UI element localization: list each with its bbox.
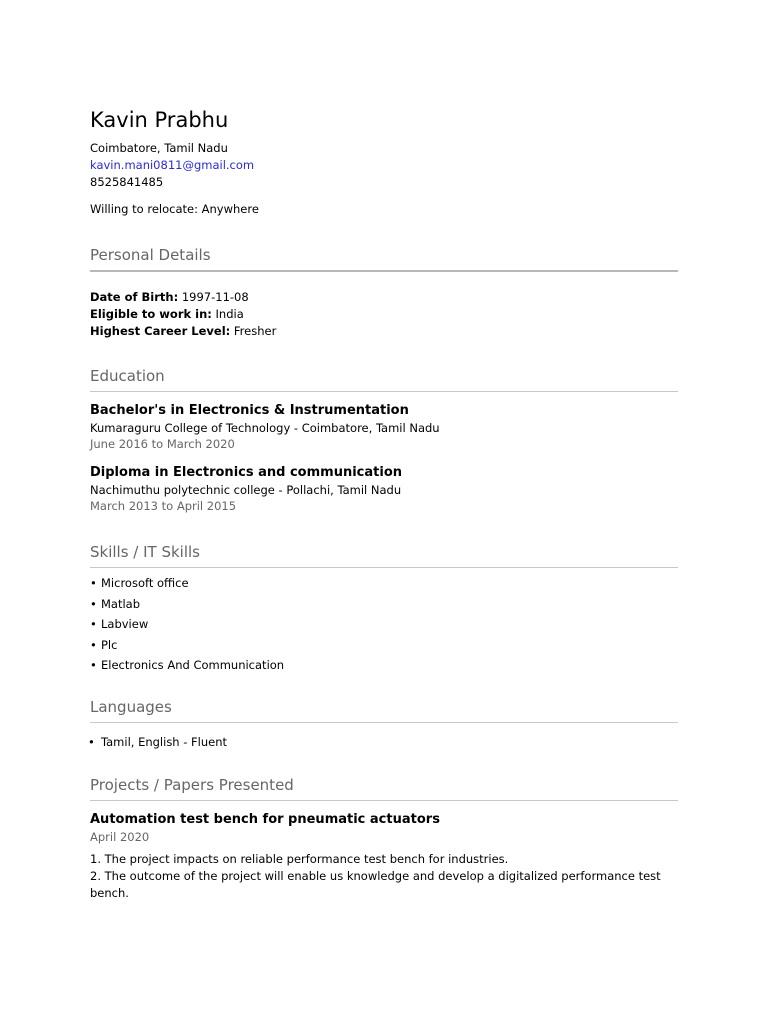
skill-label: Matlab xyxy=(101,596,141,611)
language-label: Tamil, English - Fluent xyxy=(101,734,228,749)
projects-section xyxy=(90,775,678,902)
bullet-icon: • xyxy=(90,576,97,590)
degree-title: Diploma in Electronics and communication xyxy=(90,465,403,480)
section-title-education: Education xyxy=(90,367,165,385)
project-description-line: 2. The outcome of the project will enable us knowledge and develop a digitalized performance test bench. xyxy=(90,869,661,900)
detail-value: 1997-11-08 xyxy=(181,290,249,304)
list-item xyxy=(90,635,678,656)
bullet-icon: • xyxy=(90,617,97,631)
resume-content xyxy=(90,106,678,902)
project-item xyxy=(90,811,678,902)
education-item xyxy=(90,402,678,453)
project-title: Automation test bench for pneumatic actuators xyxy=(90,812,440,827)
personal-section xyxy=(90,245,678,340)
skills-section xyxy=(90,542,678,676)
detail-label: Eligible to work in: xyxy=(90,307,212,321)
school-name: Nachimuthu polytechnic college - Pollachi, Tamil Nadu xyxy=(90,483,402,497)
detail-eligible xyxy=(90,306,678,323)
education-item xyxy=(90,464,678,515)
list-item xyxy=(90,614,678,635)
bullet-icon: • xyxy=(90,596,97,611)
section-divider xyxy=(90,270,678,272)
detail-career-level xyxy=(90,323,678,340)
detail-label: Date of Birth: xyxy=(90,290,179,304)
phone: 8525841485 xyxy=(90,175,164,189)
bullet-icon: • xyxy=(90,637,97,652)
project-date: April 2020 xyxy=(90,830,150,844)
skill-label: Plc xyxy=(101,637,118,652)
list-item xyxy=(88,732,678,753)
education-dates: March 2013 to April 2015 xyxy=(90,499,237,513)
list-item xyxy=(90,655,678,676)
school-name: Kumaraguru College of Technology - Coimbatore, Tamil Nadu xyxy=(90,421,440,435)
section-title-personal: Personal Details xyxy=(90,246,211,264)
list-item xyxy=(90,573,678,594)
section-divider xyxy=(90,567,678,568)
email-link[interactable]: kavin.mani0811@gmail.com xyxy=(90,158,255,172)
section-title-skills: Skills / IT Skills xyxy=(90,543,200,561)
detail-label: Highest Career Level: xyxy=(90,324,231,338)
section-divider xyxy=(90,722,678,723)
project-description-line: 1. The project impacts on reliable performance test bench for industries. xyxy=(90,852,509,866)
skill-label: Microsoft office xyxy=(101,576,189,590)
relocate-note: Willing to relocate: Anywhere xyxy=(90,202,259,216)
bullet-icon: • xyxy=(90,658,97,672)
candidate-name: Kavin Prabhu xyxy=(90,108,229,132)
education-section xyxy=(90,366,678,515)
section-divider xyxy=(90,391,678,392)
skill-label: Electronics And Communication xyxy=(101,658,285,672)
detail-value: Fresher xyxy=(233,324,277,338)
detail-value: India xyxy=(215,307,244,321)
skill-label: Labview xyxy=(101,617,149,631)
location: Coimbatore, Tamil Nadu xyxy=(90,141,228,155)
bullet-icon: • xyxy=(88,734,95,749)
section-divider xyxy=(90,800,678,801)
section-title-languages: Languages xyxy=(90,697,172,716)
languages-section xyxy=(90,697,678,753)
list-item xyxy=(90,594,678,615)
section-title-projects: Projects / Papers Presented xyxy=(90,776,294,794)
education-dates: June 2016 to March 2020 xyxy=(90,437,235,451)
detail-dob xyxy=(90,289,678,306)
degree-title: Bachelor's in Electronics & Instrumentation xyxy=(90,403,409,418)
